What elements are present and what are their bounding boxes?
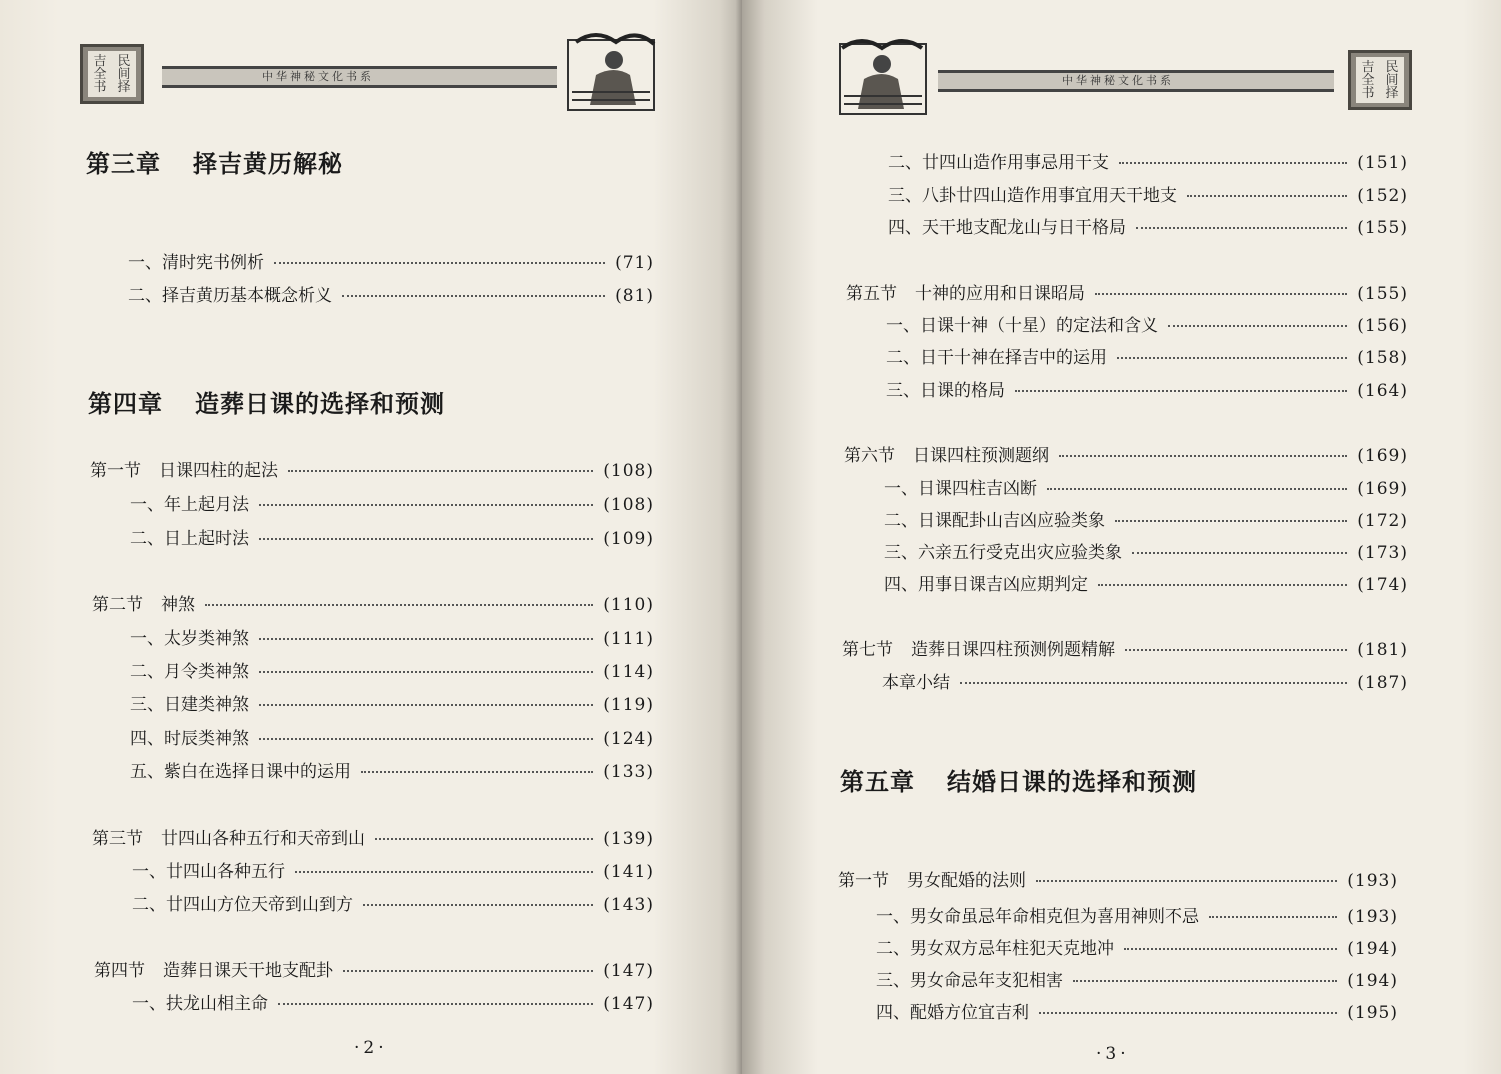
series-title: 中华神秘文化书系 (262, 70, 374, 83)
toc-label: 一、男女命虽忌年命相克但为喜用神则不忌 (876, 907, 1199, 927)
toc-label: 三、男女命忌年支犯相害 (876, 971, 1063, 991)
leader-dots (1119, 162, 1347, 164)
toc-page: (155) (1357, 218, 1408, 238)
toc-entry[interactable] (132, 890, 654, 915)
toc-page: (164) (1357, 381, 1408, 401)
toc-section[interactable] (844, 441, 1408, 466)
seal-char: 吉 (93, 53, 107, 69)
toc-label: 一、清时宪书例析 (128, 253, 264, 273)
leader-dots (363, 904, 593, 906)
scholar-illustration (566, 30, 656, 112)
toc-label: 四、配婚方位宜吉利 (876, 1003, 1029, 1023)
toc-page: (110) (603, 595, 654, 615)
toc-entry[interactable] (130, 724, 654, 749)
leader-dots (1039, 1012, 1337, 1014)
seal-char: 民 (1385, 59, 1399, 75)
toc-entry[interactable] (132, 989, 654, 1014)
toc-label: 三、八卦廿四山造作用事宜用天干地支 (888, 186, 1177, 206)
toc-label: 十神的应用和日课昭局 (915, 284, 1085, 304)
toc-section[interactable] (92, 824, 654, 849)
toc-entry[interactable] (884, 474, 1408, 499)
toc-label: 二、日上起时法 (130, 529, 249, 549)
leader-dots (1136, 227, 1347, 229)
right-page (742, 0, 1501, 1074)
leader-dots (295, 871, 593, 873)
toc-page: (109) (603, 529, 654, 549)
toc-entry[interactable] (876, 966, 1398, 991)
seal-char: 全 (1361, 72, 1375, 88)
toc-section[interactable] (90, 456, 654, 481)
section-number: 第四节 (94, 961, 145, 981)
series-banner (938, 70, 1334, 92)
chapter-number: 第四章 (88, 389, 163, 418)
toc-label: 一、扶龙山相主命 (132, 994, 268, 1014)
toc-page: (139) (603, 829, 654, 849)
chapter-title: 择吉黄历解秘 (193, 149, 343, 178)
series-seal-logo (80, 44, 144, 104)
toc-label: 造葬日课四柱预测例题精解 (911, 640, 1115, 660)
toc-label: 三、日建类神煞 (130, 695, 249, 715)
leader-dots (1073, 980, 1337, 982)
leader-dots (1209, 916, 1337, 918)
toc-label: 一、日课十神（十星）的定法和含义 (886, 316, 1158, 336)
toc-label: 日课四柱的起法 (159, 461, 278, 481)
section-number: 第一节 (838, 871, 889, 891)
toc-entry[interactable] (132, 857, 654, 882)
toc-label: 本章小结 (882, 673, 950, 693)
seal-char: 书 (1361, 85, 1375, 101)
seal-char: 间 (1385, 72, 1399, 88)
toc-page: (169) (1357, 446, 1408, 466)
toc-entry[interactable] (130, 690, 654, 715)
leader-dots (361, 771, 593, 773)
leader-dots (1036, 880, 1337, 882)
toc-label: 二、日课配卦山吉凶应验类象 (884, 511, 1105, 531)
toc-label: 二、择吉黄历基本概念析义 (128, 286, 332, 306)
toc-label: 廿四山各种五行和天帝到山 (161, 829, 365, 849)
toc-label: 日课四柱预测题纲 (913, 446, 1049, 466)
leader-dots (259, 671, 593, 673)
toc-page: (174) (1357, 575, 1408, 595)
toc-page: (172) (1357, 511, 1408, 531)
toc-entry[interactable] (886, 311, 1408, 336)
toc-page: (151) (1357, 153, 1408, 173)
toc-page: (187) (1357, 673, 1408, 693)
toc-entry[interactable] (130, 757, 654, 782)
toc-section[interactable] (842, 635, 1408, 660)
section-number: 第一节 (90, 461, 141, 481)
toc-label: 造葬日课天干地支配卦 (163, 961, 333, 981)
toc-label: 二、廿四山方位天帝到山到方 (132, 895, 353, 915)
toc-page: (143) (603, 895, 654, 915)
leader-dots (1015, 390, 1347, 392)
leader-dots (1168, 325, 1347, 327)
toc-entry[interactable] (128, 281, 654, 306)
toc-page: (194) (1347, 939, 1398, 959)
section-number: 第五节 (846, 284, 897, 304)
leader-dots (274, 262, 605, 264)
seal-char: 择 (1385, 85, 1399, 101)
toc-label: 二、廿四山造作用事忌用干支 (888, 153, 1109, 173)
chapter-number: 第五章 (840, 767, 915, 796)
toc-label: 四、时辰类神煞 (130, 729, 249, 749)
toc-entry[interactable] (884, 506, 1408, 531)
toc-section[interactable] (838, 866, 1398, 891)
toc-page: (119) (603, 695, 654, 715)
toc-label: 二、月令类神煞 (130, 662, 249, 682)
toc-page: (81) (615, 286, 654, 306)
page-number: ·3· (1096, 1044, 1130, 1064)
section-number: 第二节 (92, 595, 143, 615)
toc-entry[interactable] (882, 668, 1408, 693)
toc-entry[interactable] (128, 248, 654, 273)
toc-page: (158) (1357, 348, 1408, 368)
toc-entry[interactable] (886, 343, 1408, 368)
toc-label: 三、六亲五行受克出灾应验类象 (884, 543, 1122, 563)
toc-entry[interactable] (130, 624, 654, 649)
toc-page: (147) (603, 994, 654, 1014)
seal-char: 全 (93, 66, 107, 82)
leader-dots (1095, 293, 1347, 295)
seal-char: 间 (117, 66, 131, 82)
leader-dots (1115, 520, 1347, 522)
toc-page: (193) (1347, 907, 1398, 927)
toc-entry[interactable] (884, 570, 1408, 595)
toc-page: (156) (1357, 316, 1408, 336)
toc-label: 四、用事日课吉凶应期判定 (884, 575, 1088, 595)
toc-page: (111) (603, 629, 654, 649)
leader-dots (259, 538, 593, 540)
section-number: 第七节 (842, 640, 893, 660)
leader-dots (375, 838, 593, 840)
toc-entry[interactable] (130, 490, 654, 515)
toc-label: 神煞 (161, 595, 195, 615)
toc-entry[interactable] (876, 998, 1398, 1023)
leader-dots (1047, 488, 1347, 490)
leader-dots (1098, 584, 1347, 586)
toc-entry[interactable] (130, 524, 654, 549)
seal-char: 吉 (1361, 59, 1375, 75)
toc-entry[interactable] (876, 902, 1398, 927)
toc-section[interactable] (92, 590, 654, 615)
leader-dots (1059, 455, 1347, 457)
toc-page: (108) (603, 495, 654, 515)
toc-page: (114) (603, 662, 654, 682)
toc-page: (124) (603, 729, 654, 749)
toc-label: 二、日干十神在择吉中的运用 (886, 348, 1107, 368)
toc-page: (169) (1357, 479, 1408, 499)
leader-dots (1125, 649, 1347, 651)
toc-entry[interactable] (884, 538, 1408, 563)
leader-dots (960, 682, 1347, 684)
leader-dots (259, 704, 593, 706)
chapter-heading (88, 384, 445, 419)
section-number: 第六节 (844, 446, 895, 466)
series-banner (162, 66, 557, 88)
leader-dots (342, 295, 605, 297)
leader-dots (288, 470, 593, 472)
chapter-heading (86, 144, 343, 179)
section-number: 第三节 (92, 829, 143, 849)
toc-page: (195) (1347, 1003, 1398, 1023)
toc-page: (194) (1347, 971, 1398, 991)
toc-entry[interactable] (886, 376, 1408, 401)
toc-label: 一、日课四柱吉凶断 (884, 479, 1037, 499)
chapter-title: 结婚日课的选择和预测 (947, 767, 1197, 796)
toc-entry[interactable] (130, 657, 654, 682)
scholar-illustration (838, 34, 928, 116)
toc-page: (181) (1357, 640, 1408, 660)
toc-entry[interactable] (888, 181, 1408, 206)
toc-page: (193) (1347, 871, 1398, 891)
toc-page: (71) (615, 253, 654, 273)
toc-page: (133) (603, 762, 654, 782)
toc-label: 一、年上起月法 (130, 495, 249, 515)
chapter-number: 第三章 (86, 149, 161, 178)
toc-label: 四、天干地支配龙山与日干格局 (888, 218, 1126, 238)
series-title: 中华神秘文化书系 (1062, 74, 1174, 87)
leader-dots (259, 738, 593, 740)
toc-page: (108) (603, 461, 654, 481)
toc-label: 五、紫白在选择日课中的运用 (130, 762, 351, 782)
leader-dots (205, 604, 593, 606)
seal-char: 书 (93, 79, 107, 95)
seal-char: 择 (117, 79, 131, 95)
toc-entry[interactable] (876, 934, 1398, 959)
chapter-heading (840, 762, 1197, 797)
toc-entry[interactable] (888, 213, 1408, 238)
left-page (0, 0, 742, 1074)
toc-label: 二、男女双方忌年柱犯天克地冲 (876, 939, 1114, 959)
series-seal-logo (1348, 50, 1412, 110)
toc-section[interactable] (846, 279, 1408, 304)
toc-page: (147) (603, 961, 654, 981)
toc-entry[interactable] (888, 148, 1408, 173)
toc-page: (173) (1357, 543, 1408, 563)
leader-dots (259, 504, 593, 506)
toc-label: 一、廿四山各种五行 (132, 862, 285, 882)
leader-dots (1124, 948, 1337, 950)
toc-page: (155) (1357, 284, 1408, 304)
leader-dots (1132, 552, 1347, 554)
leader-dots (343, 970, 593, 972)
toc-page: (141) (603, 862, 654, 882)
leader-dots (259, 638, 593, 640)
toc-page: (152) (1357, 186, 1408, 206)
leader-dots (1187, 195, 1347, 197)
toc-label: 一、太岁类神煞 (130, 629, 249, 649)
toc-label: 三、日课的格局 (886, 381, 1005, 401)
leader-dots (278, 1003, 593, 1005)
chapter-title: 造葬日课的选择和预测 (195, 389, 445, 418)
toc-label: 男女配婚的法则 (907, 871, 1026, 891)
toc-section[interactable] (94, 956, 654, 981)
leader-dots (1117, 357, 1347, 359)
seal-char: 民 (117, 53, 131, 69)
page-number: ·2· (354, 1038, 388, 1058)
